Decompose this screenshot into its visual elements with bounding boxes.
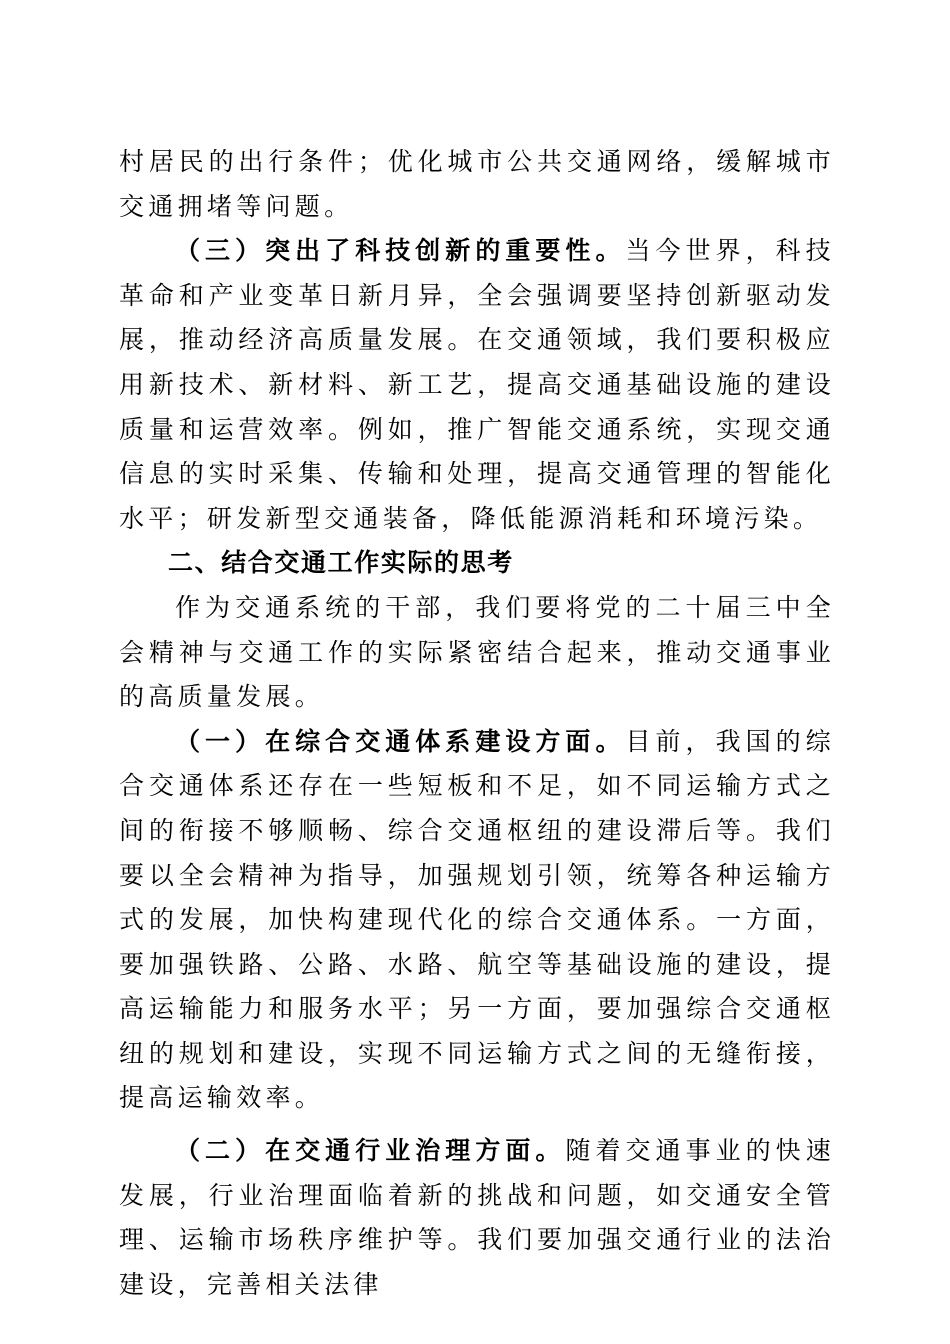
paragraph-transport-system — [119, 720, 835, 1121]
paragraph-tech-innovation — [119, 229, 835, 541]
paragraph-lead: （一）在综合交通体系建设方面。 — [175, 726, 626, 756]
paragraph-lead: （三）突出了科技创新的重要性。 — [175, 236, 626, 266]
paragraph-text: 随着交通事业的快速发展，行业治理面临着新的挑战和问题，如交通安全管理、运输市场秩序维护等。我们要加强交通行业的法治建设，完善相关法律 — [119, 1136, 836, 1299]
paragraph-text: 目前，我国的综合交通体系还存在一些短板和不足，如不同运输方式之间的衔接不够顺畅、综合交通枢纽的建设滞后等。我们要以全会精神为指导，加强规划引领，统筹各种运输方式的发展，加快构建现代化的综合交通体系。一方面，要加强铁路、公路、水路、航空等基础设施的建设，提高运输能力和服务水平；另一方面，要加强综合交通枢纽的规划和建设，实现不同运输方式之间的无缝衔接，提高运输效率。 — [119, 726, 835, 1113]
paragraph-industry-governance — [119, 1129, 835, 1307]
paragraph-text: 当今世界，科技革命和产业变革日新月异，全会强调要坚持创新驱动发展，推动经济高质量发展。在交通领域，我们要积极应用新技术、新材料、新工艺，提高交通基础设施的建设质量和运营效率。例如，推广智能交通系统，实现交通信息的实时采集、传输和处理，提高交通管理的智能化水平；研发新型交通装备，降低能源消耗和环境污染。 — [119, 236, 835, 533]
paragraph-lead: （二）在交通行业治理方面。 — [175, 1136, 566, 1166]
document-page — [119, 140, 835, 1307]
paragraph-gap — [119, 1121, 835, 1129]
section-heading: 二、结合交通工作实际的思考 — [168, 548, 514, 578]
paragraph-text: 村居民的出行条件；优化城市公共交通网络，缓解城市交通拥堵等问题。 — [119, 147, 835, 221]
paragraph-intro — [119, 586, 835, 720]
paragraph-text: 作为交通系统的干部，我们要将党的二十届三中全会精神与交通工作的实际紧密结合起来，推动交通事业的高质量发展。 — [119, 592, 835, 712]
paragraph-continued — [119, 140, 835, 229]
